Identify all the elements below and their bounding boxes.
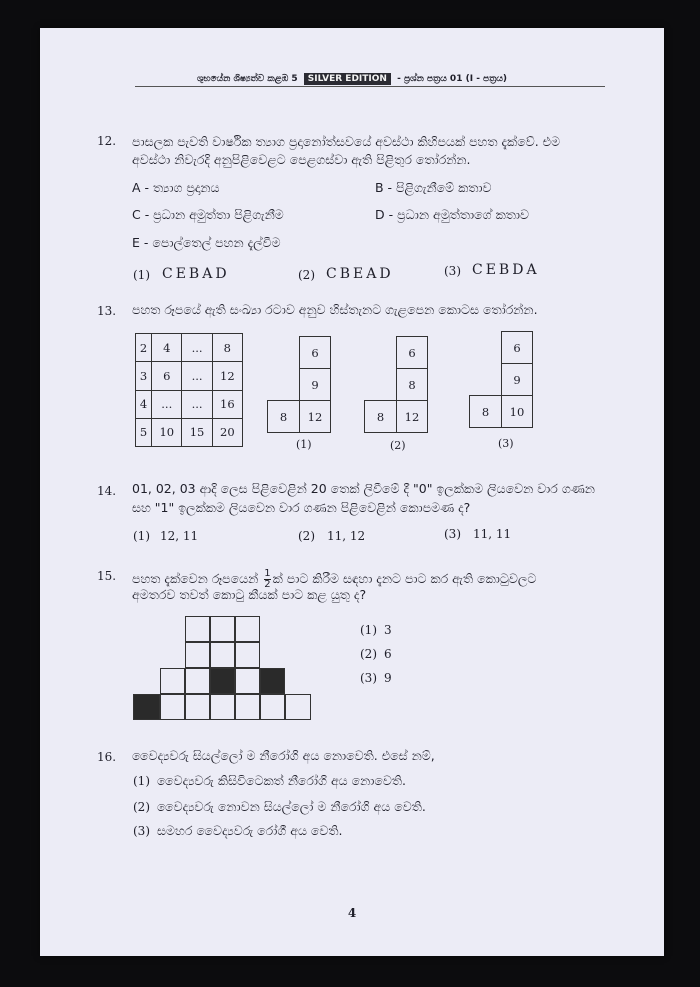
option-cell: 6 [501,331,533,364]
figure-square [185,668,210,694]
question-text-line: අවස්ථා නිවැරදි අනුපිළිවෙළට පෙළගස්වා ඇති පිළිතුර තෝරන්න. [132,152,471,167]
grid-cell: 15 [182,418,212,446]
grid-cell: 4 [152,334,182,362]
header-paper-label: - ප්‍රශ්න පත්‍රය 01 (I - පත්‍රය) [397,74,508,84]
answer-option-value: CEBDA [472,262,540,278]
option-cell: 9 [299,368,331,401]
option-cell: 6 [299,336,331,369]
list-item: B - පිළිගැනීමේ කතාව [375,180,492,195]
answer-option-value: 6 [384,647,392,661]
answer-option-value: 12, 11 [160,529,199,543]
figure-square [185,616,210,642]
figure-square-shaded [260,668,285,694]
answer-option-number: (2) [133,800,150,814]
answer-option-number: (3) [444,527,461,541]
question-text-part: පහත දැක්වෙන රූපයෙන් [132,571,259,586]
question-text-line: 01, 02, 03 ආදි ලෙස පිළිවෙළින් 20 තෙක් ලිවීමේ දී "0" ඉලක්කම ලියවෙන වාර ගණන [132,481,595,496]
answer-option-number: (2) [298,529,315,543]
answer-option-number: (1) [360,623,377,637]
figure-square [235,616,260,642]
answer-option-value: 11, 12 [327,529,366,543]
figure-square [235,694,260,720]
answer-option-value: 11, 11 [473,527,512,541]
question-text-part: ක් පාට කිරීම සඳහා දැනට පාට කර ඇති කොටුවලට [272,571,537,586]
figure-square [160,694,185,720]
option-cell: 8 [396,368,428,401]
answer-option-number: (3) [444,264,461,278]
option-cell: 12 [299,400,331,433]
page-number: 4 [347,906,357,920]
figure-square [210,694,235,720]
figure-square [260,694,285,720]
figure-square-shaded [210,668,235,694]
list-item: D - ප්‍රධාන අමුත්තාගේ කතාව [375,207,529,222]
option-label: (1) [296,438,312,451]
option-cell: 8 [469,395,502,428]
answer-option-number: (2) [298,268,315,282]
figure-square [235,668,260,694]
answer-option-value: CEBAD [162,266,230,282]
option-label: (3) [498,437,514,450]
answer-option-number: (1) [133,529,150,543]
answer-option-number: (3) [133,824,150,838]
grid-cell: 10 [152,418,182,446]
grid-cell: ... [182,362,212,390]
list-item: E - පොල්තෙල් පහන දැල්වීම [132,235,281,250]
number-pattern-grid [135,333,243,447]
figure-square [185,694,210,720]
question-text: පහත රූපයේ ඇති සංඛ්‍යා රටාව අනුව හිස්තැනට ගැළපෙන කොටස තෝරන්න. [132,302,538,317]
grid-cell: ... [152,390,182,418]
option-cell: 9 [501,363,533,396]
question-number: 13. [97,304,117,318]
figure-square-shaded [133,694,160,720]
answer-option-value: වෛද්‍යවරු නොවන සියල්ලෝ ම නීරෝගි අය වෙති. [157,799,426,814]
grid-cell: 4 [136,390,152,418]
option-label: (2) [390,439,406,452]
option-cell: 10 [501,395,533,428]
grid-cell: 6 [152,362,182,390]
figure-square [285,694,311,720]
exam-paper-page [40,28,664,956]
grid-cell: ... [182,390,212,418]
answer-option-number: (1) [133,774,150,788]
answer-option-value: CBEAD [326,266,394,282]
list-item: A - ත්‍යාග ප්‍රදානය [132,180,220,195]
question-number: 12. [97,134,117,148]
grid-cell: ... [182,334,212,362]
header-series-title: ශුභයේන ශිෂ්‍යත්ව කළඹ 5 [196,74,298,84]
grid-cell: 8 [212,334,242,362]
answer-option-value: 9 [384,671,392,685]
answer-option-value: වෛද්‍යවරු කිසිවිටෙකත් නීරෝගි අය නොවෙති. [157,773,407,788]
figure-square [235,642,260,668]
question-text-line: අමතරව තවත් කොටු කීයක් පාට කළ යුතු ද? [132,587,367,602]
option-cell: 8 [364,400,397,433]
grid-cell: 3 [136,362,152,390]
figure-square [160,668,185,694]
header-divider [135,86,605,87]
grid-cell: 2 [136,334,152,362]
option-cell: 6 [396,336,428,369]
list-item: C - ප්‍රධාන අමුත්තා පිළිගැනීම [132,207,284,222]
question-text-line: සහ "1" ඉලක්කම ලියවෙන වාර ගණන පිළිවෙළින් කොපමණ ද? [132,500,471,515]
question-number: 16. [97,750,117,764]
grid-cell: 20 [212,418,242,446]
figure-square [185,642,210,668]
answer-option-number: (2) [360,647,377,661]
answer-option-value: 3 [384,623,392,637]
answer-option-value: සමහර වෛද්‍යවරු රෝගී අය වෙති. [157,823,343,838]
grid-cell: 16 [212,390,242,418]
question-number: 15. [97,569,117,583]
answer-option-number: (1) [133,268,150,282]
fraction-numerator: 1 [264,568,271,579]
edition-badge: SILVER EDITION [304,73,391,85]
question-text-line: පාසලක පැවති වාර්ෂික ත්‍යාග ප්‍රදානෝත්සවයේ අවස්ථා කිහිපයක් පහත දැක්වේ. එම [132,134,561,149]
page-header [40,74,664,84]
question-number: 14. [97,484,117,498]
fraction-denominator: 2 [264,579,271,590]
answer-option-number: (3) [360,671,377,685]
option-cell: 12 [396,400,428,433]
question-text: වෛද්‍යවරු සියල්ලෝ ම නීරෝගි අය නොවෙති. එසේ නම්, [132,748,435,763]
option-cell: 8 [267,400,300,433]
grid-cell: 12 [212,362,242,390]
figure-square [210,642,235,668]
grid-cell: 5 [136,418,152,446]
figure-square [210,616,235,642]
